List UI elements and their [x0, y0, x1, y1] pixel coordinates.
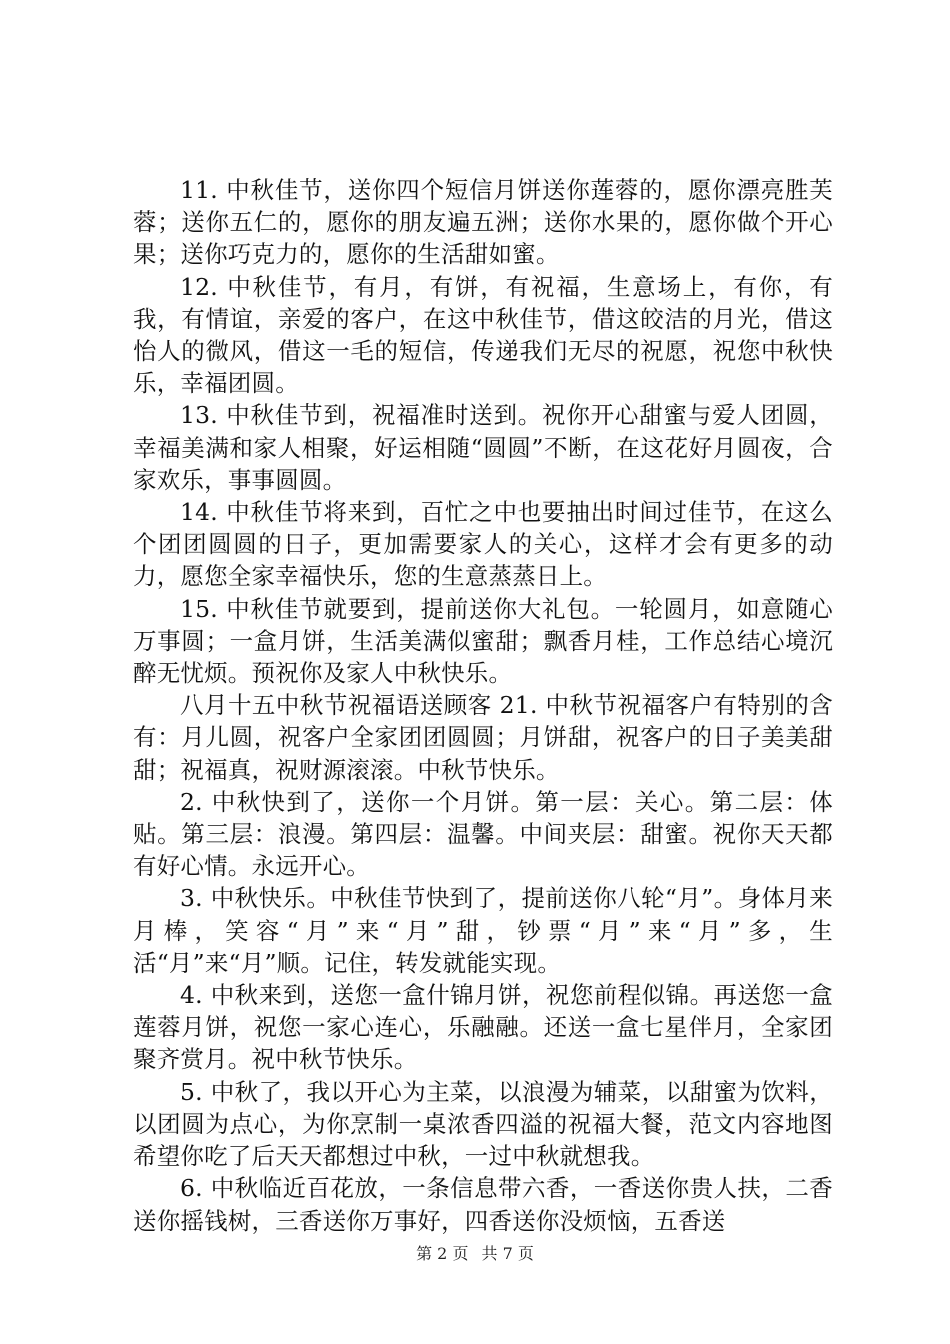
paragraph-13: 13. 中秋佳节到，祝福准时送到。祝你开心甜蜜与爱人团圆，幸福美满和家人相聚，好运相随“圆圆”不断，在这花好月圆夜，合家欢乐，事事圆圆。 [133, 401, 833, 494]
paragraph-15: 15. 中秋佳节就要到，提前送你大礼包。一轮圆月，如意随心万事圆；一盒月饼，生活美满似蜜甜；飘香月桂，工作总结心境沉醉无忧烦。预祝你及家人中秋快乐。 [133, 594, 833, 688]
document-body [133, 174, 833, 1237]
paragraph-11: 11. 中秋佳节，送你四个短信月饼送你莲蓉的，愿你漂亮胜芙蓉；送你五仁的，愿你的朋友遍五洲；送你水果的，愿你做个开心果；送你巧克力的，愿你的生活甜如蜜。 [133, 176, 833, 269]
paragraph-12: 12. 中秋佳节，有月，有饼，有祝福，生意场上，有你，有我，有情谊，亲爱的客户，在这中秋佳节，借这皎洁的月光，借这怡人的微风，借这一毛的短信，传递我们无尽的祝愿，祝您中秋快乐，幸福团圆。 [133, 272, 833, 398]
page-footer [0, 1244, 950, 1264]
paragraph-14: 14. 中秋佳节将来到，百忙之中也要抽出时间过佳节，在这么个团团圆圆的日子，更加需要家人的关心，这样才会有更多的动力，愿您全家幸福快乐，您的生意蒸蒸日上。 [133, 498, 833, 591]
paragraph-6: 6. 中秋临近百花放，一条信息带六香，一香送你贵人扶，二香送你摇钱树，三香送你万事好，四香送你没烦恼，五香送 [133, 1174, 833, 1235]
page-number: 第 2 页 [416, 1244, 469, 1263]
paragraph-3: 3. 中秋快乐。中秋佳节快到了，提前送你八轮“月”。身体月来月棒，笑容“月”来“月”甜，钞票“月”来“月”多，生活“月”来“月”顺。记住，转发就能实现。 [133, 884, 833, 977]
page-total: 共 7 页 [481, 1244, 534, 1263]
paragraph-5: 5. 中秋了，我以开心为主菜，以浪漫为辅菜，以甜蜜为饮料，以团圆为点心，为你烹制一桌浓香四溢的祝福大餐，范文内容地图希望你吃了后天天都想过中秋，一过中秋就想我。 [133, 1077, 833, 1171]
paragraph-4: 4. 中秋来到，送您一盒什锦月饼，祝您前程似锦。再送您一盒莲蓉月饼，祝您一家心连心，乐融融。还送一盒七星伴月，全家团聚齐赏月。祝中秋节快乐。 [133, 981, 833, 1074]
paragraph-section-21: 八月十五中秋节祝福语送顾客 21. 中秋节祝福客户有特别的含有：月儿圆，祝客户全家团团圆圆；月饼甜，祝客户的日子美美甜甜；祝福真，祝财源滚滚。中秋节快乐。 [133, 691, 833, 784]
paragraph-2: 2. 中秋快到了，送你一个月饼。第一层：关心。第二层：体贴。第三层：浪漫。第四层：温馨。中间夹层：甜蜜。祝你天天都有好心情。永远开心。 [133, 787, 833, 881]
